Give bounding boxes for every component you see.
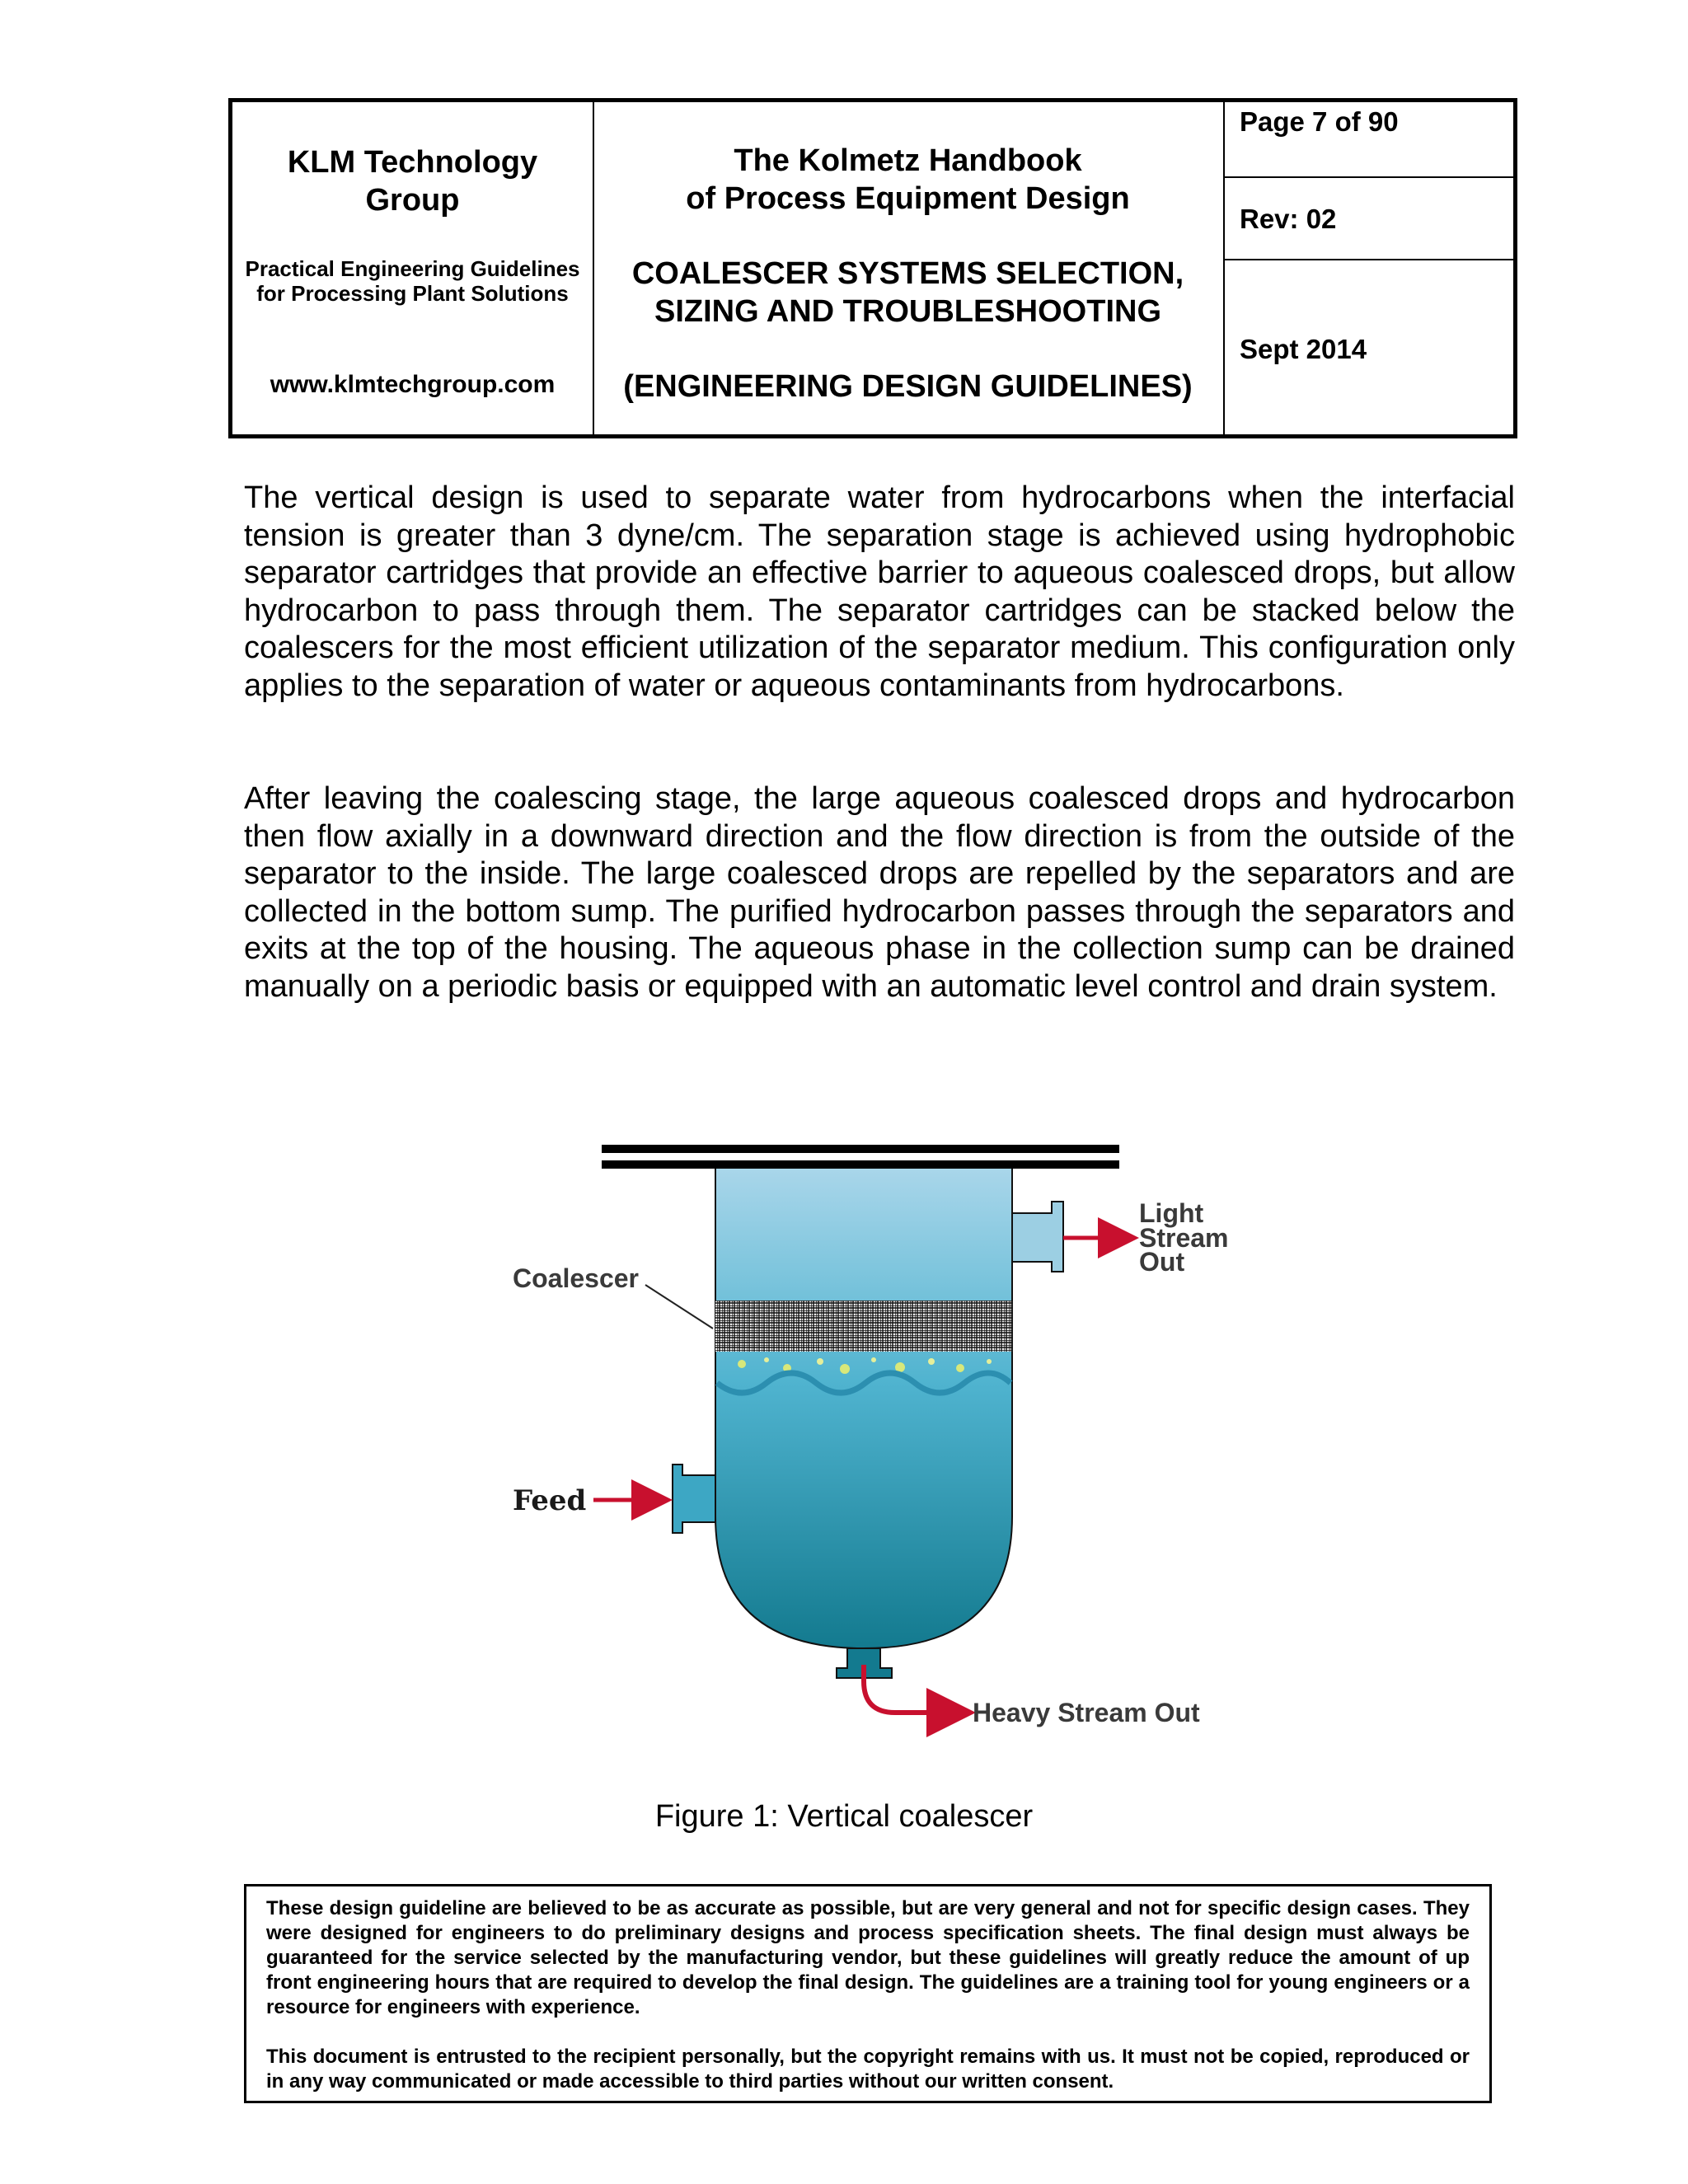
- document-subtitle: (ENGINEERING DESIGN GUIDELINES): [623, 369, 1193, 404]
- issue-date: Sept 2014: [1240, 334, 1367, 364]
- coalescer-label: Coalescer: [513, 1263, 639, 1293]
- feed-nozzle: [673, 1465, 715, 1533]
- document-title-line1: COALESCER SYSTEMS SELECTION,: [631, 256, 1184, 291]
- page-number: Page 7 of 90: [1240, 106, 1399, 137]
- light-stream-label-line2: Stream: [1139, 1223, 1229, 1253]
- document-title-line2: SIZING AND TROUBLESHOOTING: [654, 294, 1162, 329]
- vessel-body: [715, 1169, 1012, 1648]
- handbook-title-line1: The Kolmetz Handbook: [734, 143, 1082, 178]
- light-stream-label-line3: Out: [1139, 1247, 1185, 1277]
- handbook-title-line2: of Process Equipment Design: [686, 181, 1130, 216]
- feed-label: Feed: [513, 1484, 587, 1517]
- light-stream-nozzle: [1012, 1202, 1063, 1272]
- figure-caption: Figure 1: Vertical coalescer: [654, 1799, 1034, 1834]
- disclaimer-paragraph-1: These design guideline are believed to be as accurate as possible, but are very general and not for specific design cases. They were designed for engineers to do preliminary designs and process specification sheets. The final design must always be guaranteed for the service selected by the manufacturing vendor, but these guidelines will greatly reduce the amount of up front engineering hours that are required to develop the final design. The guidelines are a training tool for young engineers or a resource for engineers with experience.: [266, 1897, 1470, 2018]
- revision: Rev: 02: [1240, 204, 1337, 234]
- vertical-coalescer-figure: [495, 1137, 1253, 1788]
- body-paragraph-1: The vertical design is used to separate water from hydrocarbons when the interfacial tension is greater than 3 dyne/cm. The separation stage is achieved using hydrophobic separator cartridges that provide an effective barrier to aqueous coalesced drops, but allow hydrocarbon to pass through them. The separator cartridges can be stacked below the coalescers for the most efficient utilization of the separator medium. This configuration only applies to the separation of water or aqueous contaminants from hydrocarbons.: [244, 480, 1515, 703]
- light-stream-label-line1: Light: [1139, 1198, 1204, 1228]
- disclaimer-paragraph-2: This document is entrusted to the recipient personally, but the copyright remains with us. It must not be copied, reproduced or in any way communicated or made accessible to third parties without our written consent.: [266, 2046, 1470, 2093]
- body-paragraph-2: After leaving the coalescing stage, the large aqueous coalesced drops and hydrocarbon then flow axially in a downward direction and the flow direction is from the outside of the separator to the inside. The large coalesced drops are repelled by the separators and are collected in the bottom sump. The purified hydrocarbon passes through the separators and exits at the top of the housing. The aqueous phase in the collection sump can be drained manually on a periodic basis or equipped with an automatic level control and drain system.: [244, 781, 1515, 1004]
- heavy-stream-label: Heavy Stream Out: [973, 1698, 1200, 1727]
- header-divider: [1223, 102, 1225, 434]
- top-flange-plate: [602, 1160, 1119, 1169]
- company-website: www.klmtechgroup.com: [270, 371, 556, 398]
- header-table: [228, 98, 1517, 438]
- disclaimer-box: [244, 1884, 1492, 2103]
- top-flange-plate: [602, 1145, 1119, 1153]
- coalescer-element: [715, 1301, 1012, 1352]
- header-divider: [1223, 176, 1513, 178]
- header-divider: [1223, 259, 1513, 260]
- company-tagline: Practical Engineering Guidelines for Processing Plant Solutions: [245, 256, 580, 306]
- coalescer-leader-line: [645, 1285, 713, 1329]
- company-name: KLM Technology Group: [287, 145, 538, 218]
- coalescer-diagram: [495, 1137, 1253, 1788]
